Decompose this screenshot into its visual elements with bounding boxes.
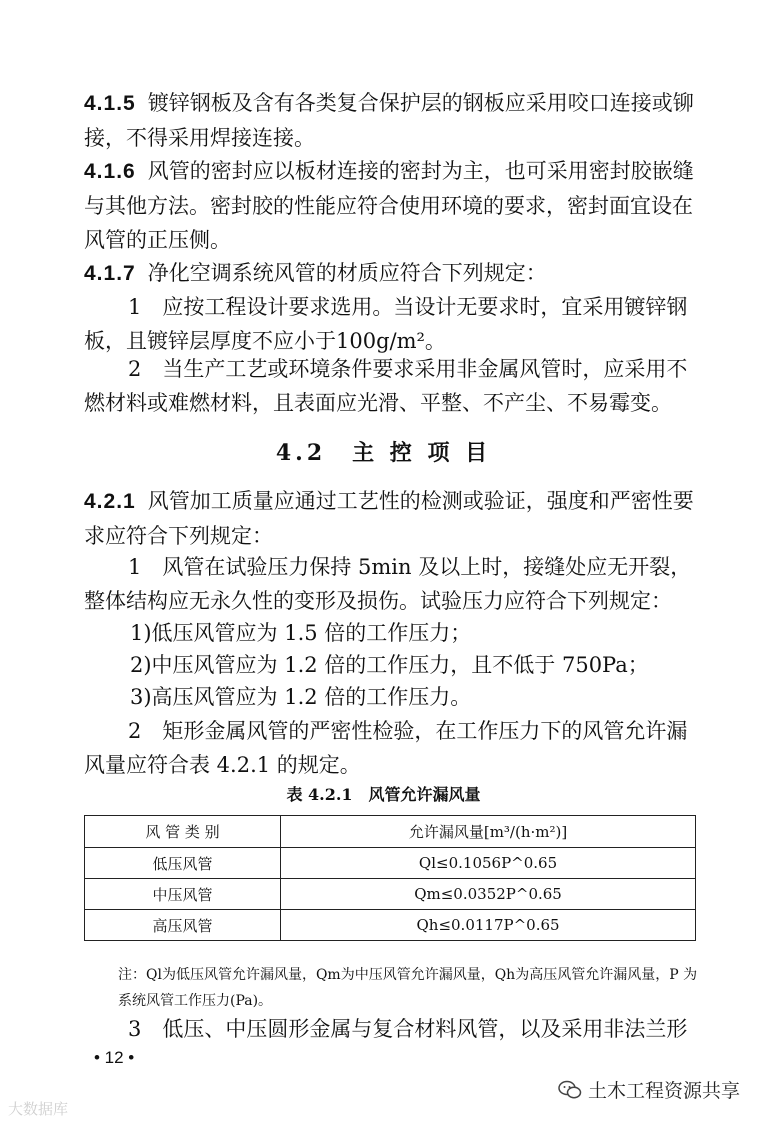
- clause-4-1-7-item-2: 2 当生产工艺或环境条件要求采用非金属风管时，应采用不燃材料或难燃材料，且表面应光滑、平整、不产尘、不易霉变。: [84, 357, 688, 415]
- brand-name: 土木工程资源共享: [588, 1080, 741, 1102]
- table-caption: 表 4.2.1 风管允许漏风量: [286, 785, 481, 804]
- table-cell: 高压风管: [85, 910, 281, 941]
- clause-4-2-1-item-2: 2 矩形金属风管的严密性检验，在工作压力下的风管允许漏风量应符合表 4.2.1 的规定。: [84, 719, 688, 777]
- table-cell: 中压风管: [85, 879, 281, 910]
- brand-label: [558, 1076, 740, 1103]
- clause-4-1-7-item-1: 1 应按工程设计要求选用。当设计无要求时，宜采用镀锌钢板，且镀锌层厚度不应小于100g/m²。: [84, 295, 688, 353]
- section-title: 4.2 主 控 项 目: [275, 440, 492, 466]
- table-row: [85, 879, 696, 910]
- table-cell: Ql≤0.1056P^0.65: [281, 848, 696, 879]
- clause-text: 净化空调系统风管的材质应符合下列规定：: [147, 261, 547, 285]
- clause-4-1-7: [84, 256, 696, 291]
- clause-text: 镀锌钢板及含有各类复合保护层的钢板应采用咬口连接或铆接，不得采用焊接连接。: [84, 91, 694, 150]
- subitem-medium-pressure: 2)中压风管应为 1.2 倍的工作压力，且不低于 750Pa；: [130, 653, 649, 677]
- clause-text: 风管加工质量应通过工艺性的检测或验证，强度和严密性要求应符合下列规定：: [84, 489, 694, 548]
- subitem-high-pressure: 3)高压风管应为 1.2 倍的工作压力。: [130, 685, 472, 709]
- watermark: 大数据库: [8, 1100, 69, 1118]
- clause-number: 4.1.5: [84, 92, 136, 115]
- clause-number: 4.1.7: [84, 262, 136, 285]
- table-cell: Qh≤0.0117P^0.65: [281, 910, 696, 941]
- clause-4-2-1-item-3: 3 低压、中压圆形金属与复合材料风管，以及采用非法兰形: [128, 1017, 688, 1041]
- table-cell: Qm≤0.0352P^0.65: [281, 879, 696, 910]
- table-note: 注：Ql为低压风管允许漏风量，Qm为中压风管允许漏风量，Qh为高压风管允许漏风量，P 为系统风管工作压力(Pa)。: [118, 967, 698, 1009]
- clause-text: 风管的密封应以板材连接的密封为主，也可采用密封胶嵌缝与其他方法。密封胶的性能应符合使用环境的要求，密封面宜设在风管的正压侧。: [84, 159, 694, 252]
- table-row: [85, 848, 696, 879]
- table-row: [85, 910, 696, 941]
- page-number: • 12 •: [94, 1048, 135, 1067]
- clause-4-1-6: [84, 154, 696, 257]
- clause-number: 4.2.1: [84, 490, 136, 513]
- table-header-row: [85, 816, 696, 848]
- wechat-icon: [558, 1080, 582, 1100]
- clause-4-2-1-item-1: 1 风管在试验压力保持 5min 及以上时，接缝处应无开裂，整体结构应无永久性的变形及损伤。试验压力应符合下列规定：: [84, 555, 692, 613]
- subitem-low-pressure: 1)低压风管应为 1.5 倍的工作压力；: [130, 621, 472, 645]
- clause-number: 4.1.6: [84, 160, 136, 183]
- leakage-table: [84, 815, 696, 941]
- table-cell: 低压风管: [85, 848, 281, 879]
- table-header-cell: 允许漏风量[m³/(h·m²)]: [281, 816, 696, 848]
- table-header-cell: 风 管 类 别: [85, 816, 281, 848]
- clause-4-2-1: [84, 484, 696, 553]
- clause-4-1-5: [84, 86, 696, 155]
